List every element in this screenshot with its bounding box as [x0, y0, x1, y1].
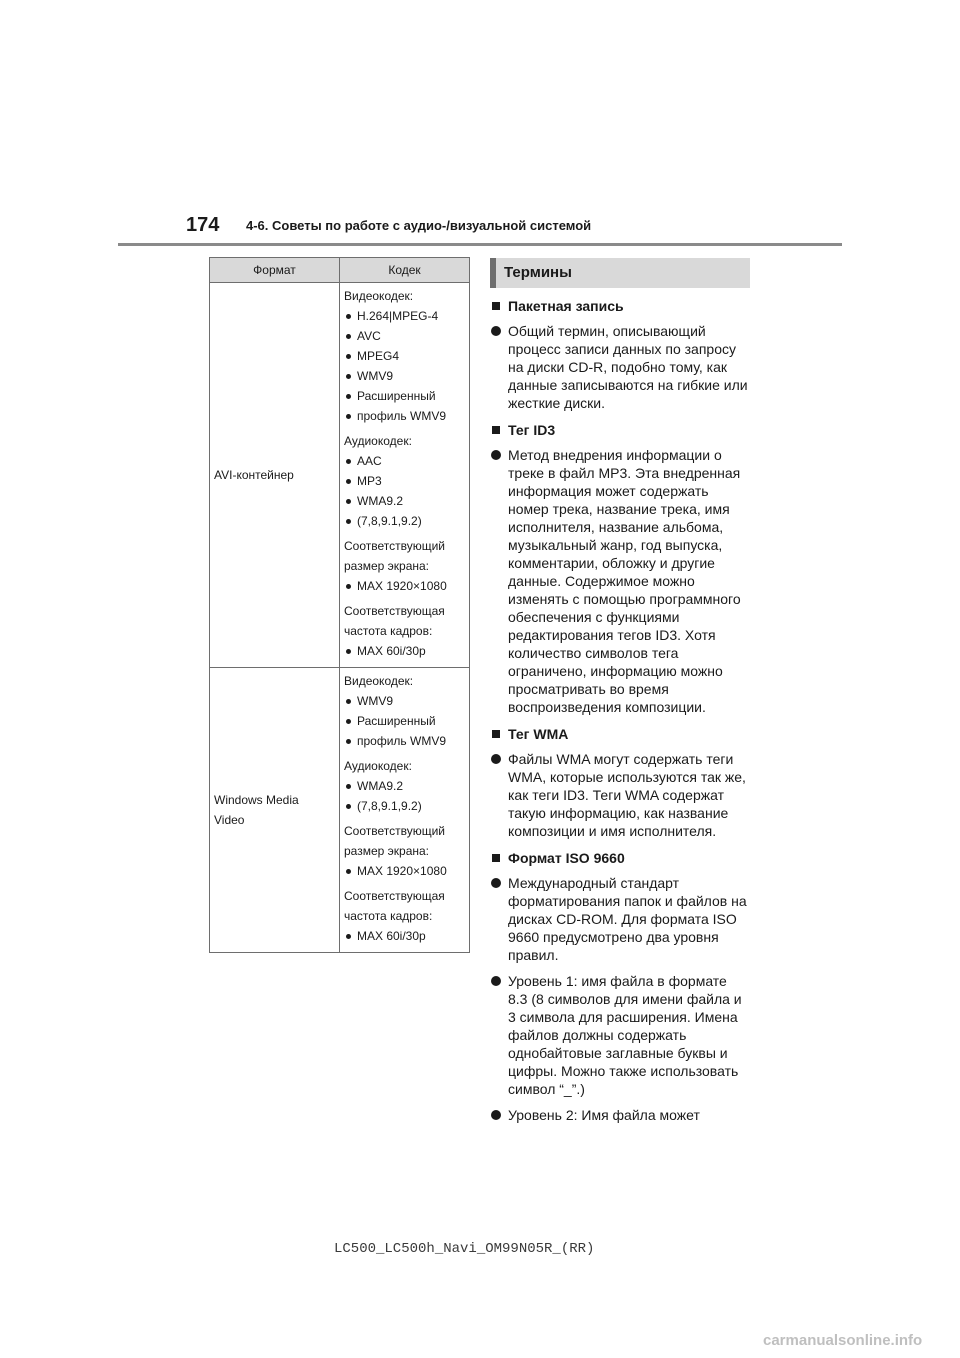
codec-list-item: WMA9.2: [344, 776, 469, 796]
header-divider: [118, 243, 842, 246]
codec-group: [344, 431, 469, 531]
term-heading: Пакетная запись: [490, 297, 750, 315]
table-row: [210, 668, 470, 953]
term-description: Файлы WMA могут содержать теги WMA, которые используются так же, как теги ID3. Теги WMA содержат такую информацию, как название композиции и имя исполнителя.: [490, 750, 750, 840]
codec-cell: [340, 283, 470, 668]
watermark[interactable]: carmanualsonline.info: [763, 1332, 923, 1349]
codec-group-title: Аудиокодек:: [344, 759, 412, 773]
codec-list: [344, 451, 469, 531]
footer-document-code: LC500_LC500h_Navi_OM99N05R_(RR): [334, 1241, 595, 1257]
table-header-row: [210, 258, 470, 283]
codec-group-title: Соответствующая частота кадров:: [344, 889, 445, 923]
codec-table: [209, 257, 470, 953]
codec-group: [344, 671, 469, 751]
term-entry: [490, 297, 750, 412]
term-description: Уровень 1: имя файла в формате 8.3 (8 символов для имени файла и 3 символа для расширения. Имена файлов должны содержать однобайтовые заглавные буквы и цифры. Можно также использовать символ “_”.): [490, 972, 750, 1098]
codec-group-title: Соответствующий размер экрана:: [344, 824, 446, 858]
term-entry: [490, 849, 750, 1124]
codec-list-item: WMV9: [344, 366, 469, 386]
codec-list-item: профиль WMV9: [344, 406, 469, 426]
format-cell: [210, 283, 340, 668]
codec-list: [344, 576, 469, 596]
codec-list: [344, 306, 469, 426]
codec-list: [344, 641, 469, 661]
codec-list-item: (7,8,9.1,9.2): [344, 796, 469, 816]
codec-list-item: MP3: [344, 471, 469, 491]
term-description: Уровень 2: Имя файла может: [490, 1106, 750, 1124]
column-header-codec: Кодек: [340, 258, 470, 283]
codec-group: [344, 286, 469, 426]
codec-list-item: AVC: [344, 326, 469, 346]
codec-group: [344, 601, 469, 661]
codec-list-item: Расширенный: [344, 386, 469, 406]
codec-list-item: профиль WMV9: [344, 731, 469, 751]
term-description: Международный стандарт форматирования папок и файлов на дисках CD-ROM. Для формата ISO 9660 предусмотрено два уровня правил.: [490, 874, 750, 964]
format-name-line: Windows Media: [214, 793, 299, 807]
codec-list: [344, 926, 469, 946]
codec-group-title: Соответствующая частота кадров:: [344, 604, 445, 638]
codec-list: [344, 691, 469, 751]
table-row: [210, 283, 470, 668]
term-entry: [490, 421, 750, 716]
codec-list-item: MAX 1920×1080: [344, 861, 469, 881]
codec-group: [344, 821, 469, 881]
codec-group-title: Аудиокодек:: [344, 434, 412, 448]
codec-group-title: Видеокодек:: [344, 289, 414, 303]
term-entry: [490, 725, 750, 840]
term-heading: Тег ID3: [490, 421, 750, 439]
codec-list-item: H.264|MPEG-4: [344, 306, 469, 326]
codec-list: [344, 776, 469, 816]
codec-cell: [340, 668, 470, 953]
codec-list-item: (7,8,9.1,9.2): [344, 511, 469, 531]
column-header-format: Формат: [210, 258, 340, 283]
terms-list: [490, 297, 750, 1124]
term-description: Общий термин, описывающий процесс записи данных по запросу на диски CD-R, подобно тому, как данные записываются на гибкие или жесткие диски.: [490, 322, 750, 412]
codec-list-item: MAX 60i/30p: [344, 926, 469, 946]
codec-list-item: AAC: [344, 451, 469, 471]
terms-heading: Термины: [490, 258, 750, 288]
codec-group-title: Видеокодек:: [344, 674, 414, 688]
codec-list-item: MAX 60i/30p: [344, 641, 469, 661]
codec-group: [344, 886, 469, 946]
codec-group: [344, 756, 469, 816]
term-description: Метод внедрения информации о треке в файл MP3. Эта внедренная информация может содержать номер трека, название трека, имя исполнителя, название альбома, музыкальный жанр, год выпуска, комментарии, обложку и другие данные. Содержимое можно изменять с помощью программного обеспечения с функциями редактирования тегов ID3. Хотя количество символов тега ограничено, информацию можно просматривать во время воспроизведения композиции.: [490, 446, 750, 716]
codec-list-item: Расширенный: [344, 711, 469, 731]
term-heading: Формат ISO 9660: [490, 849, 750, 867]
codec-list: [344, 861, 469, 881]
codec-group: [344, 536, 469, 596]
terms-section: [490, 258, 750, 1133]
format-name-line: AVI-контейнер: [214, 468, 294, 482]
page-number: 174: [186, 214, 220, 236]
codec-list-item: MAX 1920×1080: [344, 576, 469, 596]
codec-group-title: Соответствующий размер экрана:: [344, 539, 446, 573]
format-name-line: Video: [214, 813, 245, 827]
term-heading: Тег WMA: [490, 725, 750, 743]
format-cell: [210, 668, 340, 953]
codec-list-item: WMA9.2: [344, 491, 469, 511]
codec-list-item: WMV9: [344, 691, 469, 711]
codec-list-item: MPEG4: [344, 346, 469, 366]
section-title: 4-6. Советы по работе с аудио-/визуальной системой: [246, 218, 592, 233]
